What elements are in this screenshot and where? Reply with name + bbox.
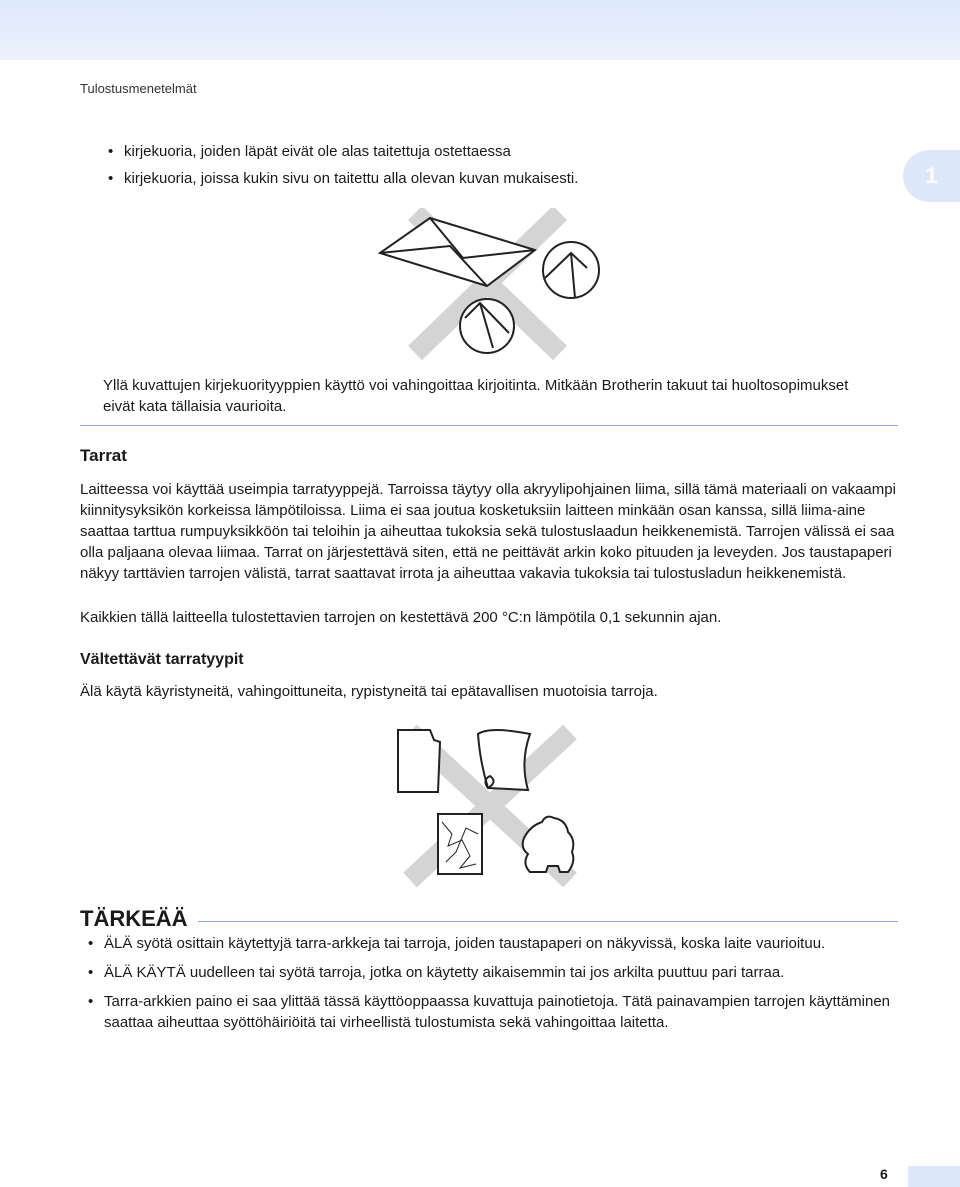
corner-detail-icon bbox=[460, 299, 514, 353]
list-item: • ÄLÄ KÄYTÄ uudelleen tai syötä tarroja, jotka on käytetty aikaisemmin tai jos arkilta puuttuu pari tarraa. bbox=[88, 962, 898, 983]
curled-label-icon bbox=[478, 730, 530, 790]
subsection-heading: Vältettävät tarratyypit bbox=[80, 651, 244, 668]
section-divider bbox=[80, 425, 898, 426]
list-item: • Tarra-arkkien paino ei saa ylittää tässä käyttöoppaassa kuvattuja painotietoja. Tätä painavampien tarrojen käyttäminen saattaa aiheuttaa syöttöhäiriöitä tai virheellistä tulostumista sekä vahingoittaa laitetta. bbox=[88, 991, 898, 1033]
avoid-labels-text: Älä käytä käyristyneitä, vahingoittuneita, rypistyneitä tai epätavallisen muotoisia tarroja. bbox=[80, 683, 658, 700]
page-number-tab bbox=[908, 1166, 960, 1187]
damaged-label-icon bbox=[398, 730, 440, 792]
envelope-warning: Yllä kuvattujen kirjekuorityyppien käyttö voi vahingoittaa kirjoitinta. Mitkään Brotherin takuut tai huoltosopimukset eivät kata tällaisia vaurioita. bbox=[103, 377, 849, 415]
running-head: Tulostusmenetelmät bbox=[80, 81, 197, 96]
wrinkled-label-icon bbox=[438, 814, 482, 874]
chapter-tab: 1 bbox=[903, 150, 960, 202]
important-list bbox=[88, 933, 898, 1041]
top-banner bbox=[0, 0, 960, 60]
labels-temperature-note: Kaikkien tällä laitteella tulostettavien tarrojen on kestettävä 200 °C:n lämpötila 0,1 sekunnin ajan. bbox=[80, 609, 722, 626]
envelope-figure bbox=[375, 208, 605, 363]
corner-detail-icon bbox=[543, 242, 599, 298]
section-heading: Tarrat bbox=[80, 446, 127, 465]
page-number: 6 bbox=[880, 1166, 888, 1182]
important-title: TÄRKEÄÄ bbox=[80, 906, 188, 931]
labels-paragraph: Laitteessa voi käyttää useimpia tarratyyppejä. Tarroissa täytyy olla akryylipohjainen liima, sillä tämä materiaali on vakaampi kiinnitysyksikön korkeissa lämpötiloissa. Liima ei saa joutua kosketuksiin laitteen minkään osan kanssa, sillä liima-aine saattaa tarttua rumpuyksikköön tai teloihin ja aiheuttaa tukoksia sekä tulostuslaadun heikkenemistä. Tarrojen välissä ei saa olla paljaana olevaa liimaa. Tarrat on järjestettävä siten, että ne peittävät arkin koko pituuden ja leveyden. Jos taustapaperi näkyy tarttävien tarrojen välistä, tarrat saattavat irrota ja aiheuttaa vakavia tukoksia tai tulostusladun heikkenemistä. bbox=[80, 481, 896, 582]
list-item: • kirjekuoria, joiden läpät eivät ole alas taitettuja ostettaessa bbox=[108, 138, 578, 165]
important-divider bbox=[198, 921, 898, 922]
envelope-icon bbox=[380, 218, 535, 286]
irregular-label-icon bbox=[523, 817, 574, 872]
list-item: • ÄLÄ syötä osittain käytettyjä tarra-arkkeja tai tarroja, joiden taustapaperi on näkyvissä, koska laite vaurioituu. bbox=[88, 933, 898, 954]
envelope-bullet-list bbox=[108, 138, 578, 192]
list-item: • kirjekuoria, joissa kukin sivu on taitettu alla olevan kuvan mukaisesti. bbox=[108, 165, 578, 192]
labels-figure bbox=[390, 722, 590, 887]
